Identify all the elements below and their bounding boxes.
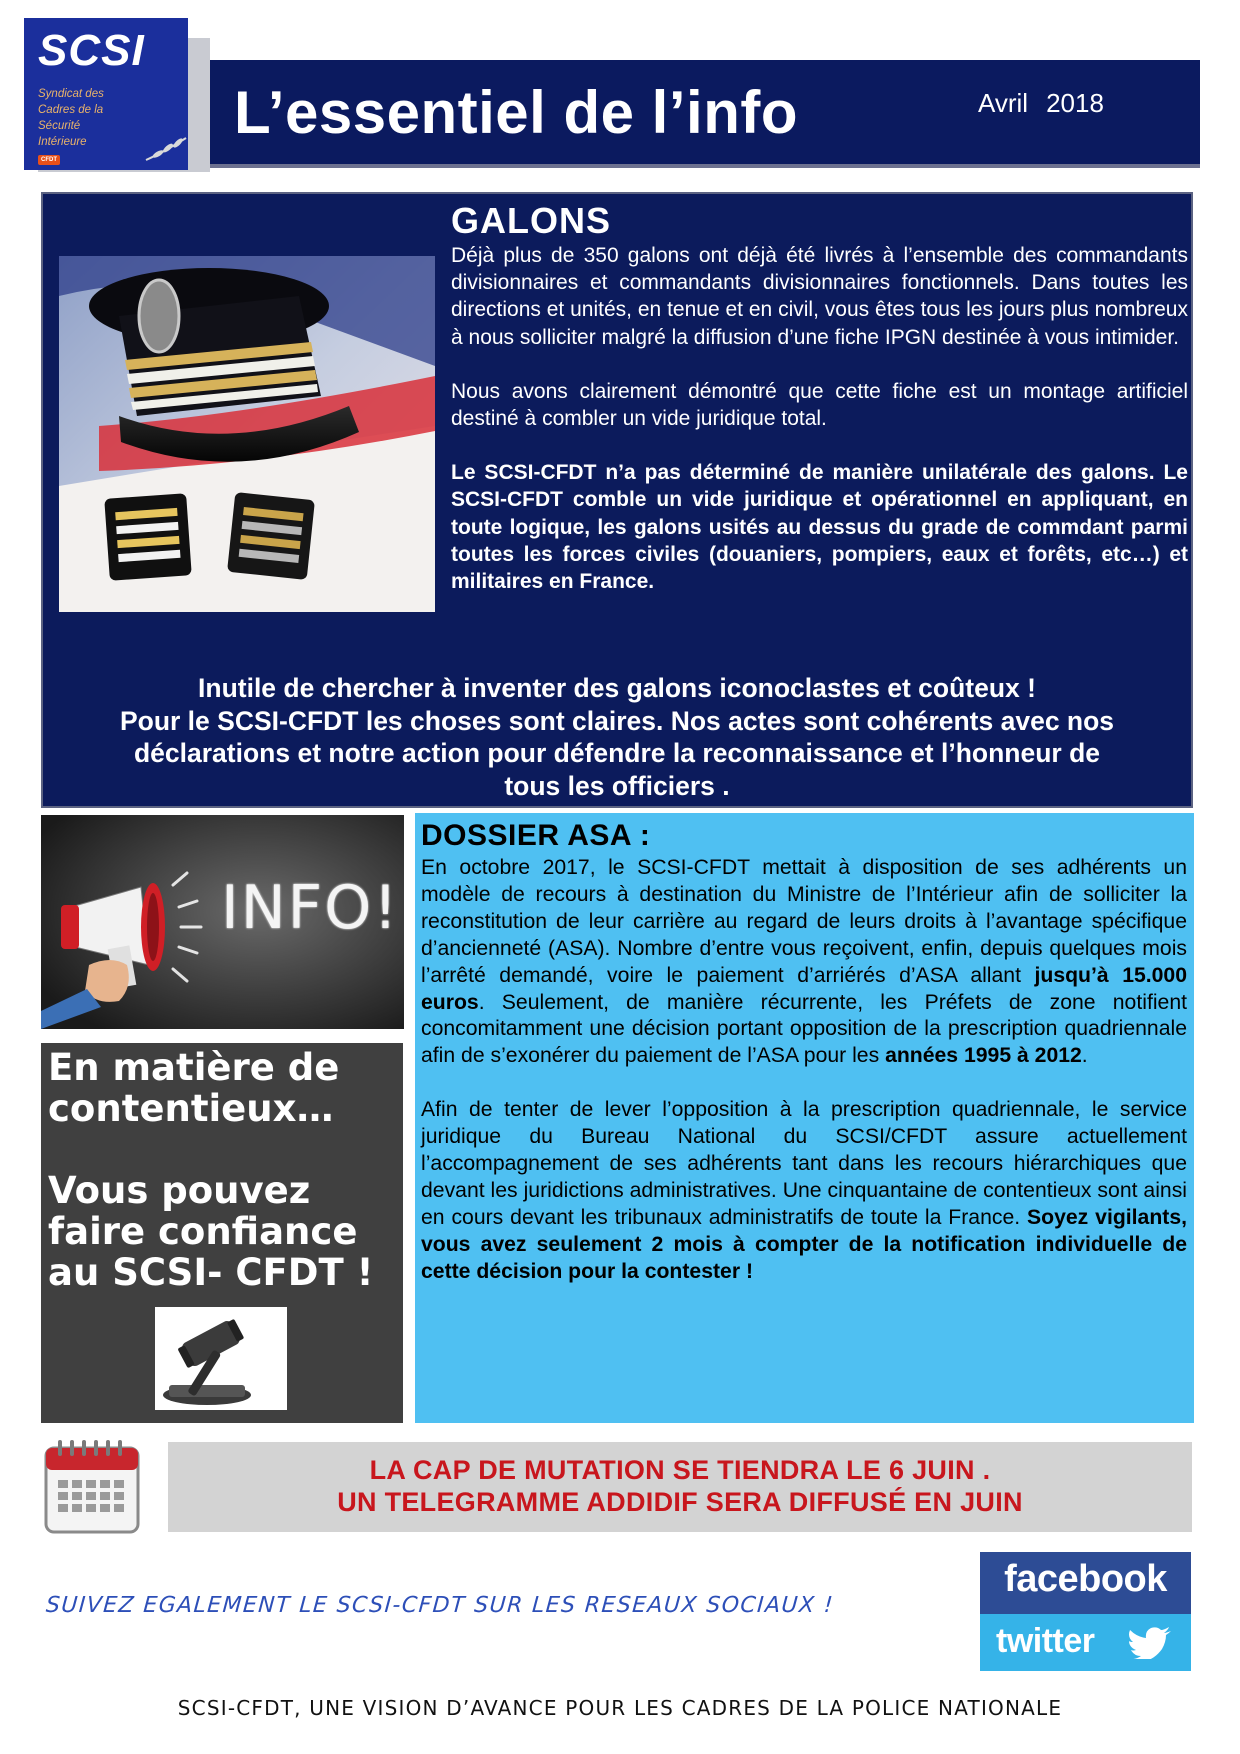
asa-text-bold: années 1995 à 2012 bbox=[885, 1044, 1082, 1068]
asa-text-bold: jusqu’à 15.000 euros bbox=[421, 963, 1188, 1014]
asa-body bbox=[421, 855, 1187, 1313]
galons-paragraph: Déjà plus de 350 galons ont déjà été livrés à l’ensemble des commandants divisionnaires et commandants divisionnaires fonctionnels. Dans toutes les directions et unités, en tenue et en civil, vous êtes tous les jours plus nombreux à nous solliciter malgré la diffusion d’une fiche IPGN destinée à vous intimider. bbox=[451, 244, 1188, 349]
facebook-link[interactable]: facebook bbox=[1004, 1558, 1167, 1600]
twitter-label: twitter bbox=[996, 1622, 1095, 1660]
cap-line: UN TELEGRAMME ADDIDIF SERA DIFFUSÉ EN JUIN bbox=[337, 1487, 1023, 1517]
contentieux-text bbox=[48, 1047, 373, 1293]
kepi-photo bbox=[59, 256, 435, 612]
issue-date bbox=[978, 88, 1122, 119]
twitter-bird-icon bbox=[1128, 1627, 1172, 1659]
laurel-icon bbox=[142, 134, 188, 164]
asa-text: Afin de tenter de lever l’opposition à la prescription quadriennale, le service juridique du Bureau National du SCSI/CFDT assure actuellement l’accompagnement de ses adhérents tant dans les recours hiérarchiques que devant les juridictions administratives. Une cinquantaine de contentieux sont ainsi en cours devant les tribunaux administratifs de toute la France. bbox=[421, 1098, 1187, 1229]
logo-subtitle bbox=[38, 86, 148, 150]
page-title: L’essentiel de l’info bbox=[234, 79, 798, 146]
asa-text-bold: Soyez vigilants, vous avez seulement 2 mois à compter de la notification individuelle de cette décision pour la contester ! bbox=[421, 1205, 1187, 1283]
asa-heading: DOSSIER ASA : bbox=[421, 819, 651, 852]
gavel-image bbox=[155, 1307, 287, 1410]
logo-subtitle-line: Intérieure bbox=[38, 136, 87, 148]
social-links bbox=[980, 1552, 1191, 1671]
logo-subtitle-line: Cadres de la bbox=[38, 104, 104, 116]
twitter-link[interactable] bbox=[980, 1614, 1191, 1671]
info-chalk-text: INFO! bbox=[221, 873, 400, 943]
dossier-asa-section bbox=[415, 813, 1194, 1423]
cfdt-badge: CFDT bbox=[38, 155, 60, 165]
asa-paragraph bbox=[421, 855, 1187, 1070]
logo-subtitle-line: Sécurité bbox=[38, 120, 81, 132]
asa-paragraph bbox=[421, 1097, 1187, 1285]
kepi-image bbox=[59, 256, 435, 612]
issue-year: 2018 bbox=[1046, 88, 1104, 118]
contentieux-line: au SCSI- CFDT ! bbox=[48, 1251, 374, 1294]
conclusion-line: tous les officiers . bbox=[504, 770, 730, 801]
galons-conclusion bbox=[43, 672, 1191, 802]
galons-heading: GALONS bbox=[451, 200, 612, 241]
contentieux-box bbox=[41, 1043, 403, 1423]
galons-body bbox=[451, 242, 1188, 622]
galons-paragraph: Le SCSI-CFDT n’a pas déterminé de manière unilatérale des galons. Le SCSI-CFDT comble un vide juridique et opérationnel en appliquant, en toute logique, les galons usités au dessus du grade de commdant parmi toutes les forces civiles (douaniers, pompiers, eaux et forêts, etc…) et militaires en France. bbox=[451, 461, 1188, 594]
cap-banner bbox=[168, 1442, 1192, 1532]
calendar-icon bbox=[42, 1438, 142, 1536]
logo-name: SCSI bbox=[38, 26, 145, 75]
contentieux-line: faire confiance bbox=[48, 1210, 358, 1253]
contentieux-line: Vous pouvez bbox=[48, 1169, 311, 1212]
galons-paragraph: Nous avons clairement démontré que cette fiche est un montage artificiel destiné à combler un vide juridique total. bbox=[451, 379, 1188, 431]
asa-text: . Seulement, de manière récurrente, les Préfets de zone notifient concomitamment une décision portant opposition de la prescription quadriennale afin de s’exonérer du paiement de l’ASA pour les bbox=[421, 990, 1187, 1068]
conclusion-line: déclarations et notre action pour défendre la reconnaissance et l’honneur de bbox=[133, 738, 1100, 768]
issue-month: Avril bbox=[978, 88, 1029, 118]
contentieux-line: En matière de bbox=[48, 1046, 340, 1089]
conclusion-line: Pour le SCSI-CFDT les choses sont claires. Nos actes sont cohérents avec nos bbox=[119, 705, 1115, 736]
title-bar bbox=[210, 60, 1200, 168]
contentieux-line: contentieux… bbox=[48, 1087, 334, 1130]
galons-section bbox=[41, 192, 1193, 808]
scsi-logo bbox=[24, 18, 188, 170]
asa-text: . bbox=[1081, 1044, 1088, 1068]
social-invite-text: SUIVEZ EGALEMENT LE SCSI-CFDT SUR LES RESEAUX SOCIAUX ! bbox=[45, 1593, 835, 1618]
info-megaphone-image bbox=[41, 815, 404, 1029]
footer-tagline: SCSI-CFDT, UNE VISION D’AVANCE POUR LES CADRES DE LA POLICE NATIONALE bbox=[177, 1696, 1063, 1720]
conclusion-line: Inutile de chercher à inventer des galons iconoclastes et coûteux ! bbox=[198, 673, 1036, 703]
logo-subtitle-line: Syndicat des bbox=[38, 88, 104, 100]
asa-text: En octobre 2017, le SCSI-CFDT mettait à disposition de ses adhérents un modèle de recours à destination du Ministre de l’Intérieur afin de solliciter la reconstitution de leur carrière au regard de leurs droits à l’avantage spécifique d’ancienneté (ASA). Nombre d’entre vous reçoivent, enfin, depuis quelques mois l’arrêté demandé, voire le paiement d’arriérés d’ASA allant bbox=[421, 856, 1187, 987]
cap-line: LA CAP DE MUTATION SE TIENDRA LE 6 JUIN . bbox=[369, 1455, 991, 1485]
gavel-icon bbox=[155, 1307, 287, 1410]
